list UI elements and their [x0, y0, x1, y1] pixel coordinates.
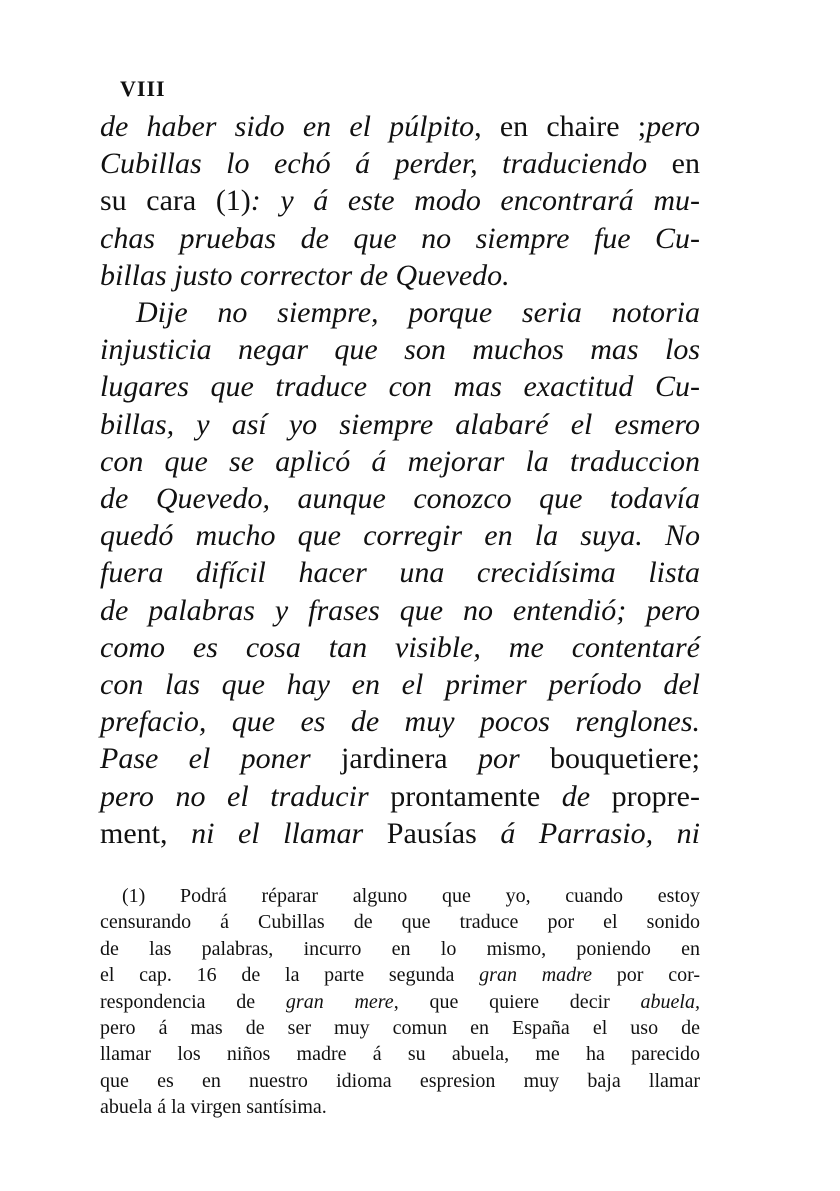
text-run: chas pruebas de que no siempre fue Cu-: [100, 221, 700, 255]
text-run: por cor-: [592, 964, 700, 987]
text-run: billas, y así yo siempre alabaré el esmero: [100, 407, 700, 441]
text-line: [100, 294, 700, 331]
text-run: á Parrasio, ni: [500, 816, 700, 850]
text-line: [100, 220, 700, 257]
text-line: [100, 368, 700, 405]
text-run: propre-: [590, 779, 700, 813]
text-run: fuera difícil hacer una crecidísima lista: [100, 556, 700, 590]
text-run: pero: [646, 110, 700, 143]
text-run: censurando á Cubillas de que traduce por el sonido: [100, 911, 700, 934]
text-run: Pausías: [386, 816, 501, 850]
footnote-line: [100, 962, 700, 988]
text-line: [100, 740, 700, 777]
text-run: que es en nuestro idioma espresion muy baja llamar: [100, 1069, 700, 1092]
text-run: injusticia negar que son muchos mas los: [100, 333, 700, 367]
body-text: [100, 108, 700, 852]
text-run: ni el llamar: [167, 816, 387, 850]
text-run: por: [477, 742, 520, 776]
text-run: prefacio, que es de muy pocos renglones.: [100, 705, 700, 739]
text-run: de palabras y frases que no entendió; pero: [100, 593, 700, 627]
text-run: llamar los niños madre á su abuela, me ha parecido: [100, 1043, 700, 1066]
text-run: de: [561, 779, 591, 813]
text-line: [100, 666, 700, 703]
text-run: en: [647, 147, 700, 181]
text-run: respondencia de: [100, 990, 286, 1013]
text-line: [100, 778, 700, 815]
footnote-line: [100, 909, 700, 935]
text-run: el cap. 16 de la parte segunda: [100, 964, 480, 987]
text-run: de haber sido en el púlpito: [100, 110, 475, 143]
text-run: (1) Podrá réparar alguno que yo, cuando estoy: [122, 885, 700, 907]
text-run: Dije no siempre, porque seria notoria: [136, 296, 700, 330]
text-line: [100, 703, 700, 740]
text-run: jardinera: [310, 742, 478, 776]
footnote-line: [100, 1041, 700, 1067]
text-run: Cubillas lo echó á perder, traduciendo: [100, 147, 648, 181]
text-run: de Quevedo, aunque conozco que todavía: [100, 482, 700, 516]
text-run: Pase el poner: [100, 742, 311, 776]
text-line: [100, 554, 700, 591]
footnote-line: [100, 1068, 700, 1094]
text-run: abuela á la virgen santísima.: [100, 1096, 327, 1119]
text-run: : y á este modo encontrará mu-: [250, 184, 700, 218]
text-run: pero á mas de ser muy comun en España el uso de: [100, 1017, 700, 1040]
text-run: como es cosa tan visible, me contentaré: [100, 630, 700, 664]
page-number: VIII: [120, 76, 166, 101]
text-run: prontamente: [368, 779, 562, 813]
text-run: , que quiere decir: [393, 990, 641, 1013]
text-run: billas justo corrector de Quevedo.: [100, 258, 510, 292]
text-run: bouquetiere;: [519, 742, 700, 776]
text-line: [100, 108, 700, 145]
text-run: con que se aplicó á mejorar la traduccion: [100, 444, 700, 478]
text-line: [100, 145, 700, 182]
footnote-line: [100, 883, 700, 909]
text-line: [100, 480, 700, 517]
text-line: [100, 592, 700, 629]
text-line: [100, 443, 700, 480]
text-line: [100, 406, 700, 443]
text-run: ment,: [100, 816, 168, 850]
text-line: [100, 629, 700, 666]
footnote: [100, 883, 700, 1121]
text-line: [100, 517, 700, 554]
footnote-line: [100, 1094, 700, 1120]
footnote-line: [100, 989, 700, 1015]
text-run: pero no el traducir: [100, 779, 369, 813]
text-run: lugares que traduce con mas exactitud Cu-: [100, 370, 700, 404]
text-line: [100, 331, 700, 368]
text-line: [100, 257, 700, 294]
text-run: abuela,: [640, 990, 700, 1013]
text-run: quedó mucho que corregir en la suya. No: [100, 519, 700, 553]
text-run: de las palabras, incurro en lo mismo, poniendo en: [100, 937, 700, 960]
footnote-line: [100, 1015, 700, 1041]
text-run: gran madre: [479, 964, 593, 987]
text-run: , en chaire ;: [474, 110, 647, 143]
text-run: gran mere: [285, 990, 394, 1013]
text-run: con las que hay en el primer período del: [100, 668, 700, 702]
text-run: su cara (1): [100, 184, 251, 218]
text-line: [100, 815, 700, 852]
footnote-line: [100, 936, 700, 962]
text-line: [100, 182, 700, 219]
